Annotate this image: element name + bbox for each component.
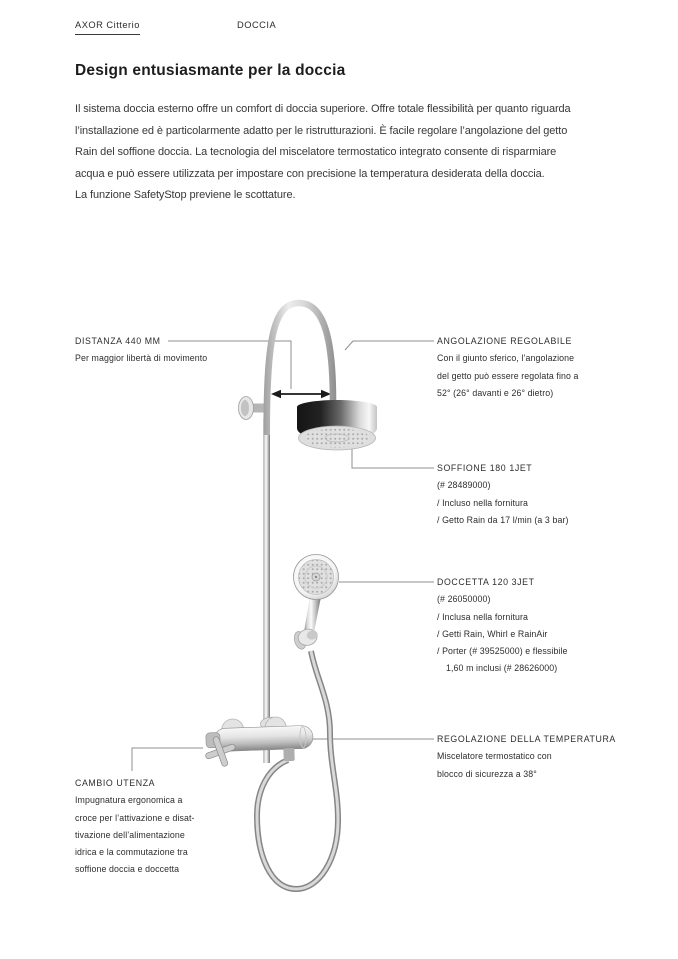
overhead-shower bbox=[297, 400, 377, 450]
intro-line: acqua e può essere utilizzata per impostare con precisione la temperatura desiderata della doccia. bbox=[75, 167, 545, 180]
shower-bar bbox=[263, 418, 270, 763]
callout-line: (# 28489000) bbox=[437, 480, 491, 491]
callout-line: Miscelatore termostatico con bbox=[437, 751, 552, 762]
callout-doccetta bbox=[437, 574, 568, 678]
callout-line: idrica e la commutazione tra bbox=[75, 847, 188, 858]
callout-cambio-utenza bbox=[75, 775, 195, 879]
callout-soffione bbox=[437, 460, 569, 529]
callout-line: / Porter (# 39525000) e flessibile bbox=[437, 646, 568, 657]
callout-line: del getto può essere regolata fino a bbox=[437, 370, 579, 381]
callout-distanza bbox=[75, 333, 207, 368]
callout-line: croce per l’attivazione e disat- bbox=[75, 812, 195, 823]
callout-label: CAMBIO UTENZA bbox=[75, 778, 156, 788]
callout-line: / Incluso nella fornitura bbox=[437, 497, 529, 508]
callout-line: soffione doccia e doccetta bbox=[75, 864, 180, 875]
callout-line: blocco di sicurezza a 38° bbox=[437, 768, 537, 779]
page-title: Design entusiasmante per la doccia bbox=[75, 62, 346, 79]
callout-line: tivazione dell’alimentazione bbox=[75, 829, 185, 840]
callout-line: / Getti Rain, Whirl e RainAir bbox=[437, 628, 548, 639]
callout-line: 1,60 m inclusi (# 28626000) bbox=[446, 663, 558, 674]
brand-label: AXOR Citterio bbox=[75, 20, 140, 35]
wall-bracket bbox=[239, 397, 268, 420]
callout-regolazione bbox=[437, 731, 616, 783]
intro-line: La funzione SafetyStop previene le scottature. bbox=[75, 189, 296, 202]
intro-line: Il sistema doccia esterno offre un comfort di doccia superiore. Offre totale flessibilità per quanto riguarda bbox=[75, 103, 571, 115]
callout-label: DISTANZA 440 MM bbox=[75, 336, 161, 346]
thermostat-valve bbox=[200, 716, 314, 772]
distance-arrow bbox=[271, 390, 331, 398]
callout-label: DOCCETTA 120 3JET bbox=[437, 577, 535, 587]
callout-line: 52° (26° davanti e 26° dietro) bbox=[437, 387, 554, 398]
callout-line: Per maggior libertà di movimento bbox=[75, 353, 208, 364]
callout-line: Con il giunto sferico, l’angolazione bbox=[437, 353, 575, 364]
callout-line: Impugnatura ergonomica a bbox=[75, 795, 183, 806]
hand-shower bbox=[293, 555, 339, 651]
callout-label: ANGOLAZIONE REGOLABILE bbox=[437, 336, 572, 346]
callout-line: / Getto Rain da 17 l/min (a 3 bar) bbox=[437, 514, 569, 525]
callout-label: REGOLAZIONE DELLA TEMPERATURA bbox=[437, 734, 616, 744]
intro-line: Rain del soffione doccia. La tecnologia del miscelatore termostatico integrato consente di risparmiare bbox=[75, 146, 557, 159]
callout-label: SOFFIONE 180 1JET bbox=[437, 463, 533, 473]
category-label: DOCCIA bbox=[237, 20, 277, 30]
callout-line: (# 26050000) bbox=[437, 594, 491, 605]
callout-angolazione bbox=[437, 333, 579, 402]
intro-line: l’installazione ed è particolarmente adatto per le ristrutturazioni. È facile regolare l’angolazione del getto bbox=[75, 124, 568, 137]
callout-line: / Inclusa nella fornitura bbox=[437, 611, 529, 622]
callout-lines bbox=[132, 341, 434, 771]
